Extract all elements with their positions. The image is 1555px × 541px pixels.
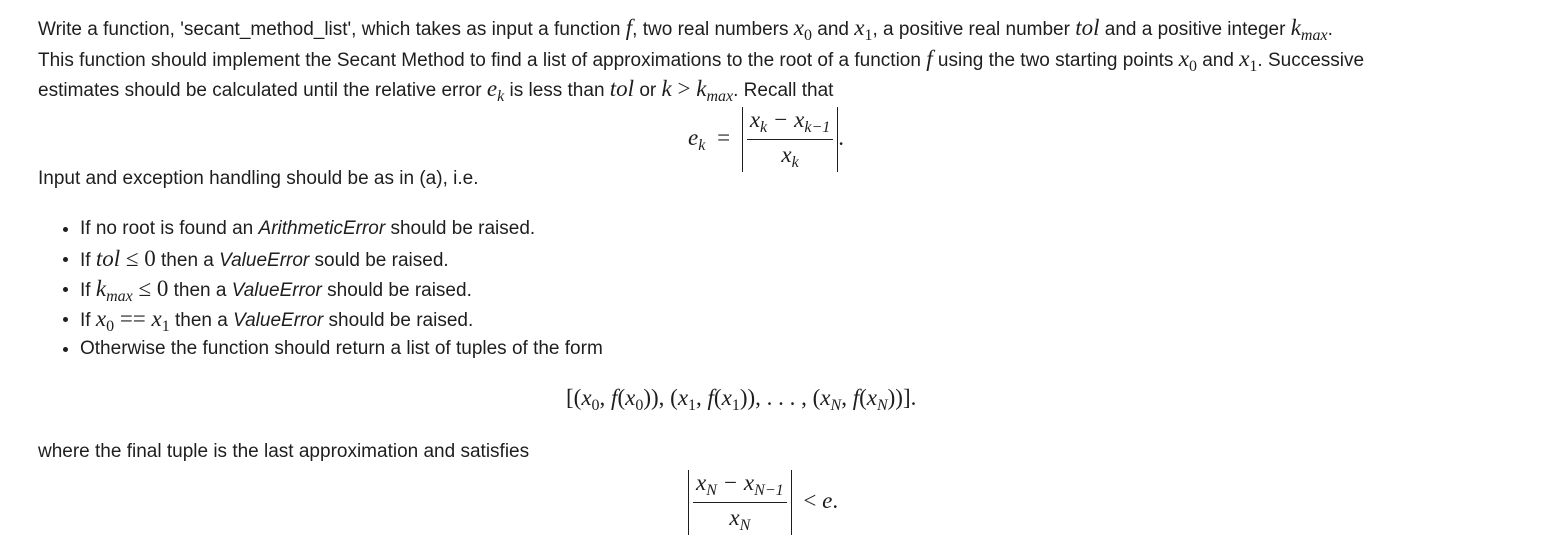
problem-text-line-1: Write a function, 'secant_method_list', which takes as input a function f, two real numbers $x_0$ and $x_1$, a positive real number tol and a positive integer $k_{max}$. xyxy=(38,15,1333,44)
tuple-list-equation: [($x_0$, $f(x_0)$), ($x_1$, $f(x_1)$), . . . , ($x_N$, $f(x_N)$)]. xyxy=(566,385,917,414)
list-item: If no root is found an ArithmeticError should be raised. xyxy=(80,214,535,244)
input-handling-text: Input and exception handling should be as in (a), i.e. xyxy=(38,168,479,189)
stopping-criterion-equation: $\frac{x_N - x_{N-1}}{x_N}$ < e. xyxy=(688,470,838,535)
list-item: Otherwise the function should return a list of tuples of the form xyxy=(80,334,603,364)
final-tuple-text: where the final tuple is the last approximation and satisfies xyxy=(38,441,530,462)
list-item: If tol ≤ 0 then a ValueError sould be raised. xyxy=(80,244,449,276)
problem-text-line-2: This function should implement the Secant Method to find a list of approximations to the root of a function f using the two starting points $x_0$ and $x_1$. Successive xyxy=(38,46,1365,75)
list-item: If $x_0 == x_1$ then a ValueError should be raised. xyxy=(80,304,473,342)
problem-text-line-3: estimates should be calculated until the relative error $e_k$ is less than tol or $k > k_{max}$. Recall that xyxy=(38,76,834,105)
list-item: If $k_{max} \le 0$ then a ValueError should be raised. xyxy=(80,274,472,312)
relative-error-equation: $e_k$ = $\frac{x_k - x_{k-1}}{x_k}$ . xyxy=(688,107,845,171)
